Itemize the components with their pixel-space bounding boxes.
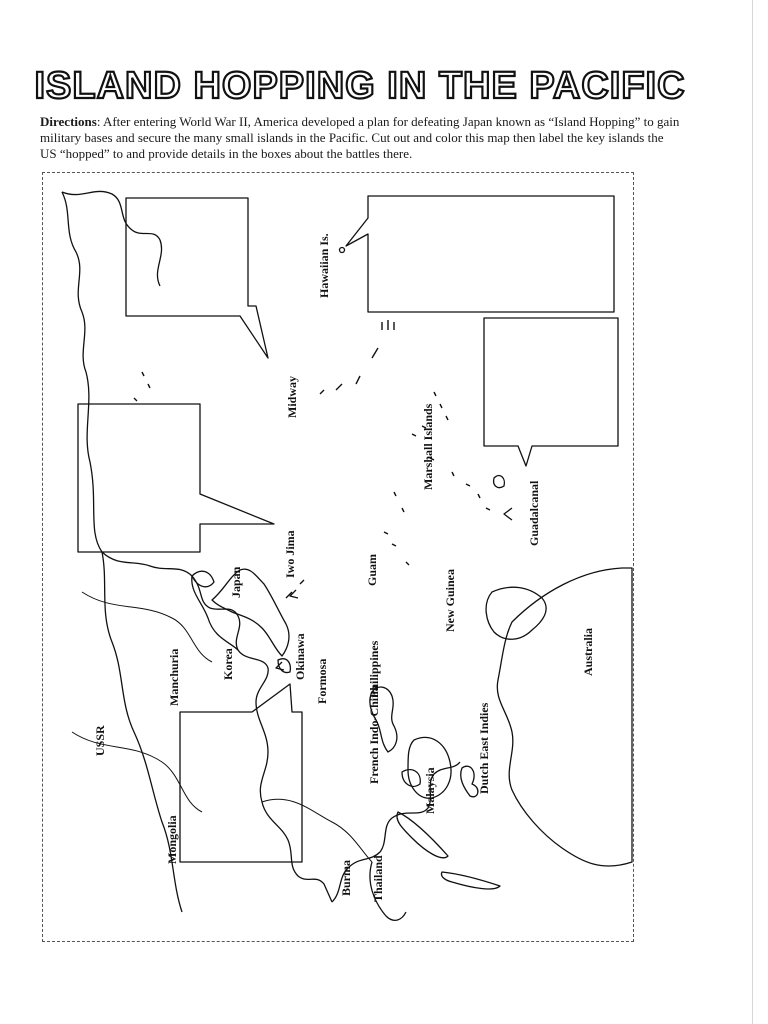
japan-hokkaido [192, 571, 214, 587]
label-french-indo-china: French Indo-China [367, 685, 381, 784]
label-formosa: Formosa [315, 658, 329, 704]
label-australia: Australia [581, 628, 595, 676]
label-mongolia: Mongolia [165, 815, 179, 864]
new-guinea [486, 587, 546, 639]
okinawa-pointer-arrow [276, 662, 284, 670]
northern-asia-coast [62, 191, 162, 286]
manchuria-border [82, 592, 212, 662]
page-title: ISLAND HOPPING IN THE PACIFIC [34, 65, 686, 107]
label-okinawa: Okinawa [293, 633, 307, 680]
callout-box-top-left [126, 198, 268, 358]
page-edge [752, 0, 753, 1024]
label-guadalcanal: Guadalcanal [527, 480, 541, 546]
callout-box-bottom-left [180, 684, 302, 862]
label-marshall-islands: Marshall Islands [421, 403, 435, 490]
iwo-jima-pointer-arrow [290, 590, 298, 598]
label-ussr: USSR [93, 725, 107, 756]
label-new-guinea: New Guinea [443, 569, 457, 632]
label-manchuria: Manchuria [167, 648, 181, 706]
solomon-islands [494, 476, 505, 488]
label-thailand: Thailand [371, 855, 385, 902]
mongolia-border [72, 732, 202, 812]
guadalcanal-pointer-arrow [504, 508, 512, 520]
pacific-map [42, 172, 634, 942]
label-guam: Guam [365, 553, 379, 586]
label-midway: Midway [285, 376, 299, 418]
sumatra [397, 812, 448, 858]
directions-paragraph [40, 114, 680, 162]
label-japan: Japan [229, 566, 243, 598]
celebes [461, 766, 478, 797]
directions-lead: Directions [40, 114, 97, 129]
label-hawaiian-islands: Hawaiian Is. [317, 233, 331, 298]
label-malaysia: Malaysia [423, 767, 437, 814]
callout-box-right [484, 318, 618, 466]
callout-box-top-right [346, 196, 614, 312]
pacific-island-dots [134, 320, 490, 598]
japan-kyushu [278, 659, 290, 673]
indochina-border [262, 799, 372, 862]
label-dutch-east-indies: Dutch East Indies [477, 702, 491, 794]
callout-box-mid-left [78, 404, 274, 552]
label-philippines: Philippines [367, 640, 381, 698]
australia [497, 568, 632, 866]
hawaii-dot [340, 248, 345, 253]
directions-text: : After entering World War II, America developed a plan for defeating Japan known as “Island Hopping” to gain military bases and secure the many small islands in the Pacific. Cut out and color this map then label the key islands the US “hopped” to and provide details in the boxes about the battles there. [40, 114, 680, 161]
title-outline-text [34, 58, 686, 110]
japan-main-island [212, 569, 289, 656]
java [441, 872, 500, 889]
worksheet-title [34, 58, 686, 110]
label-iwo-jima: Iwo Jima [283, 530, 297, 578]
label-burma: Burma [339, 860, 353, 896]
label-korea: Korea [221, 648, 235, 680]
